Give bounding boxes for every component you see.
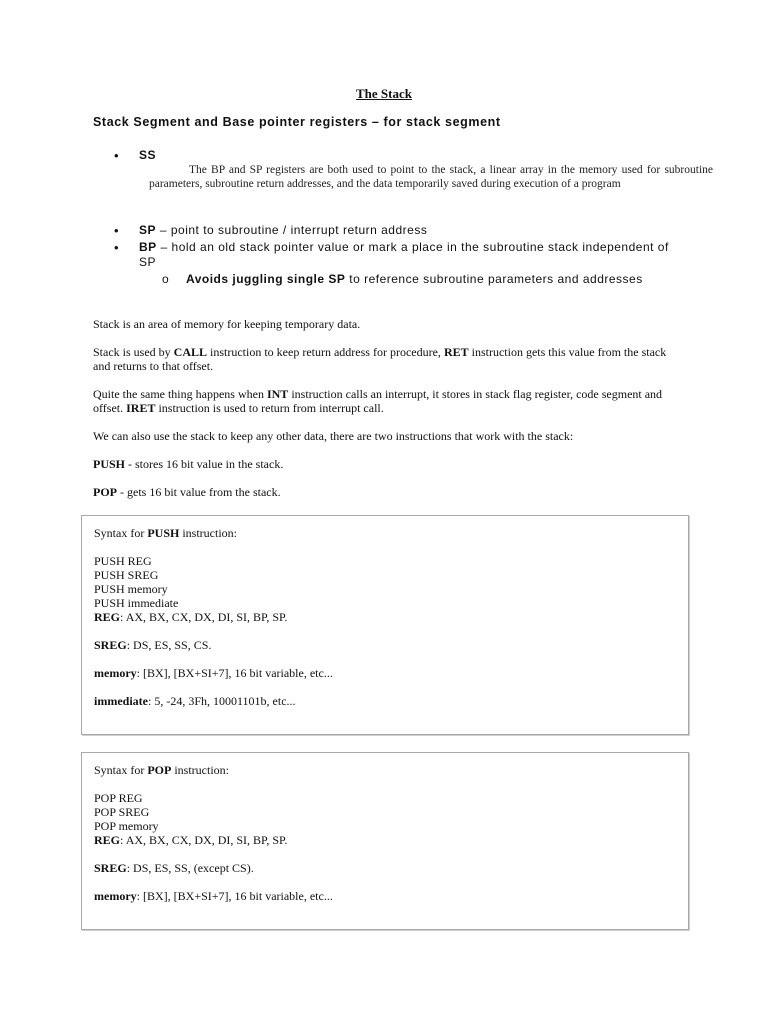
p2-ret: RET [443, 345, 469, 359]
push-reg-label: REG [94, 610, 121, 624]
push-memory-label: memory [94, 666, 137, 680]
bullet-bp-text: – hold an old stack pointer value or mark a place in the subroutine stack independent of SP [139, 240, 669, 269]
pop-intro-b: POP [147, 763, 172, 777]
bullet-dot-icon: • [114, 148, 120, 163]
pop-intro-c: instruction: [171, 763, 229, 777]
bullet-sp-text: – point to subroutine / interrupt return address [156, 223, 428, 237]
pop-intro-a: Syntax for [94, 763, 148, 777]
p3-iret: IRET [126, 401, 156, 415]
push-intro-c: instruction: [179, 526, 238, 540]
push-sreg-text: : DS, ES, SS, CS. [126, 638, 212, 652]
page-title: The Stack [356, 86, 412, 101]
pop-description [93, 485, 683, 499]
push-form-3: PUSH memory [94, 582, 168, 596]
bullet-dot-icon: • [114, 240, 120, 255]
p2-text-e: instruction gets this value from the stack and returns to that offset. [93, 345, 667, 373]
pop-memory-label: memory [94, 889, 137, 903]
push-text: - stores 16 bit value in the stack. [125, 457, 284, 471]
p3-int: INT [266, 387, 289, 401]
pop-sreg-label: SREG [94, 861, 127, 875]
sub-bullet [162, 272, 643, 286]
push-reg-line [94, 610, 674, 624]
section-heading: Stack Segment and Base pointer registers – for stack segment [93, 115, 501, 129]
pop-form-1: POP REG [94, 791, 143, 805]
push-intro-b: PUSH [147, 526, 180, 540]
push-form-2: PUSH SREG [94, 568, 159, 582]
sub-bullet-text: to reference subroutine parameters and addresses [345, 272, 643, 286]
push-description [93, 457, 683, 471]
bullet-bp-label: BP [139, 240, 157, 254]
paragraph-4: We can also use the stack to keep any other data, there are two instructions that work with the stack: [93, 429, 574, 443]
pop-sreg-text: : DS, ES, SS, (except CS). [126, 861, 254, 875]
push-sreg-label: SREG [94, 638, 127, 652]
push-box-intro [94, 526, 674, 540]
push-immediate-text: : 5, -24, 3Fh, 10001101b, etc... [147, 694, 296, 708]
pop-syntax-box [81, 752, 689, 930]
pop-reg-line [94, 833, 674, 847]
push-immediate-line [94, 694, 674, 708]
bullet-dot-icon: • [114, 223, 120, 238]
push-intro-a: Syntax for [94, 526, 148, 540]
pop-label: POP [93, 485, 117, 499]
push-form-4: PUSH immediate [94, 596, 179, 610]
p3-text-a: Quite the same thing happens when [93, 387, 267, 401]
p3-text-e: instruction is used to return from interrupt call. [155, 401, 384, 415]
p2-text-c: instruction to keep return address for procedure, [207, 345, 444, 359]
pop-sreg-line [94, 861, 674, 875]
pop-memory-line [94, 889, 674, 903]
p2-text-a: Stack is used by [93, 345, 174, 359]
ss-quote: The BP and SP registers are both used to point to the stack, a linear array in the memory used for subroutine parameters, subroutine return addresses, and the data temporarily saved during execution of a program [149, 164, 713, 190]
pop-box-intro [94, 763, 674, 777]
pop-form-3: POP memory [94, 819, 159, 833]
bullet-sp [114, 223, 679, 239]
push-syntax-box [81, 515, 689, 735]
p3-text-c: instruction calls an interrupt, it stores in stack flag register, code segment and offset. [93, 387, 663, 415]
push-memory-line [94, 666, 674, 680]
paragraph-2 [93, 345, 683, 373]
bullet-bp [114, 240, 679, 270]
pop-form-2: POP SREG [94, 805, 150, 819]
pop-reg-text: : AX, BX, CX, DX, DI, SI, BP, SP. [120, 833, 288, 847]
pop-memory-text: : [BX], [BX+SI+7], 16 bit variable, etc... [136, 889, 333, 903]
push-label: PUSH [93, 457, 126, 471]
paragraph-3 [93, 387, 683, 415]
push-sreg-line [94, 638, 674, 652]
bullet-ss-label: SS [139, 148, 157, 162]
push-immediate-label: immediate [94, 694, 148, 708]
p2-call: CALL [173, 345, 208, 359]
sub-bullet-label: Avoids juggling single SP [186, 272, 346, 286]
bullet-sp-label: SP [139, 223, 157, 237]
sub-bullet-marker: o [162, 272, 170, 286]
paragraph-1: Stack is an area of memory for keeping temporary data. [93, 317, 361, 331]
pop-text: - gets 16 bit value from the stack. [117, 485, 281, 499]
bullet-ss [114, 148, 679, 164]
push-reg-text: : AX, BX, CX, DX, DI, SI, BP, SP. [120, 610, 288, 624]
push-memory-text: : [BX], [BX+SI+7], 16 bit variable, etc... [136, 666, 333, 680]
push-form-1: PUSH REG [94, 554, 152, 568]
pop-reg-label: REG [94, 833, 121, 847]
